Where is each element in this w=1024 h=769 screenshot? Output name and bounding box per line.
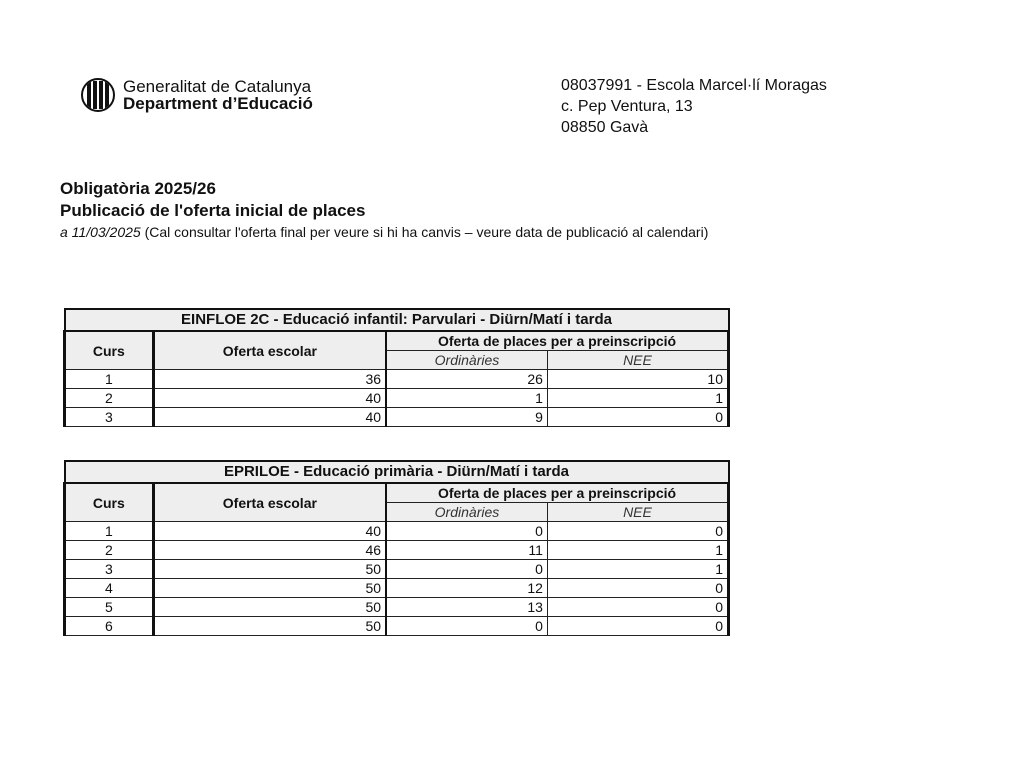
table-row [65,370,729,389]
table-title: EPRILOE - Educació primària - Diürn/Matí i tarda [65,461,729,483]
cell-curs: 6 [65,617,154,636]
note-text: (Cal consultar l'oferta final per veure si hi ha canvis – veure data de publicació al calendari) [144,224,709,240]
cell-ordinaries: 26 [386,370,547,389]
col-oferta: Oferta escolar [153,483,386,522]
org-line2: Department d’Educació [123,94,313,113]
col-ordinaries: Ordinàries [386,351,547,370]
cell-nee: 1 [547,560,728,579]
cell-ordinaries: 0 [386,617,547,636]
cell-nee: 1 [547,541,728,560]
level-title: Obligatòria 2025/26 [60,179,216,198]
cell-oferta: 40 [153,389,386,408]
cell-oferta: 50 [153,617,386,636]
col-nee: NEE [547,503,728,522]
cell-oferta: 50 [153,560,386,579]
table-infantil [63,308,730,427]
table-row [65,579,729,598]
cell-nee: 0 [547,408,728,427]
school-street: c. Pep Ventura, 13 [561,98,693,115]
table-row [65,541,729,560]
col-nee: NEE [547,351,728,370]
cell-ordinaries: 1 [386,389,547,408]
cell-ordinaries: 13 [386,598,547,617]
col-curs: Curs [65,483,154,522]
table-row [65,389,729,408]
cell-curs: 1 [65,522,154,541]
publication-note [60,222,708,242]
cell-nee: 0 [547,579,728,598]
table-row [65,560,729,579]
publication-title: Publicació de l'oferta inicial de places [60,201,366,220]
col-curs: Curs [65,331,154,370]
cell-ordinaries: 11 [386,541,547,560]
publication-date: a 11/03/2025 [60,224,141,240]
cell-nee: 0 [547,522,728,541]
table-row [65,408,729,427]
table-primaria [63,460,730,636]
table-row [65,598,729,617]
cell-ordinaries: 9 [386,408,547,427]
col-ordinaries: Ordinàries [386,503,547,522]
cell-oferta: 50 [153,598,386,617]
col-preinscripcio: Oferta de places per a preinscripció [386,331,728,351]
cell-nee: 0 [547,617,728,636]
cell-oferta: 40 [153,408,386,427]
cell-oferta: 50 [153,579,386,598]
cell-curs: 2 [65,389,154,408]
cell-oferta: 40 [153,522,386,541]
document-titles [60,178,708,242]
cell-curs: 4 [65,579,154,598]
cell-oferta: 36 [153,370,386,389]
school-name: 08037991 - Escola Marcel·lí Moragas [561,77,827,94]
table-row [65,522,729,541]
cell-curs: 2 [65,541,154,560]
cell-oferta: 46 [153,541,386,560]
table-title: EINFLOE 2C - Educació infantil: Parvulari - Diürn/Matí i tarda [65,309,729,331]
generalitat-seal-icon [81,78,115,112]
cell-nee: 10 [547,370,728,389]
cell-ordinaries: 0 [386,560,547,579]
cell-curs: 3 [65,560,154,579]
cell-nee: 1 [547,389,728,408]
cell-nee: 0 [547,598,728,617]
generalitat-logo [81,78,313,112]
cell-curs: 3 [65,408,154,427]
cell-ordinaries: 0 [386,522,547,541]
school-city: 08850 Gavà [561,119,649,136]
school-address [561,75,827,138]
col-oferta: Oferta escolar [153,331,386,370]
col-preinscripcio: Oferta de places per a preinscripció [386,483,728,503]
org-line1: Generalitat de Catalunya [123,77,312,96]
cell-curs: 1 [65,370,154,389]
table-row [65,617,729,636]
cell-ordinaries: 12 [386,579,547,598]
cell-curs: 5 [65,598,154,617]
